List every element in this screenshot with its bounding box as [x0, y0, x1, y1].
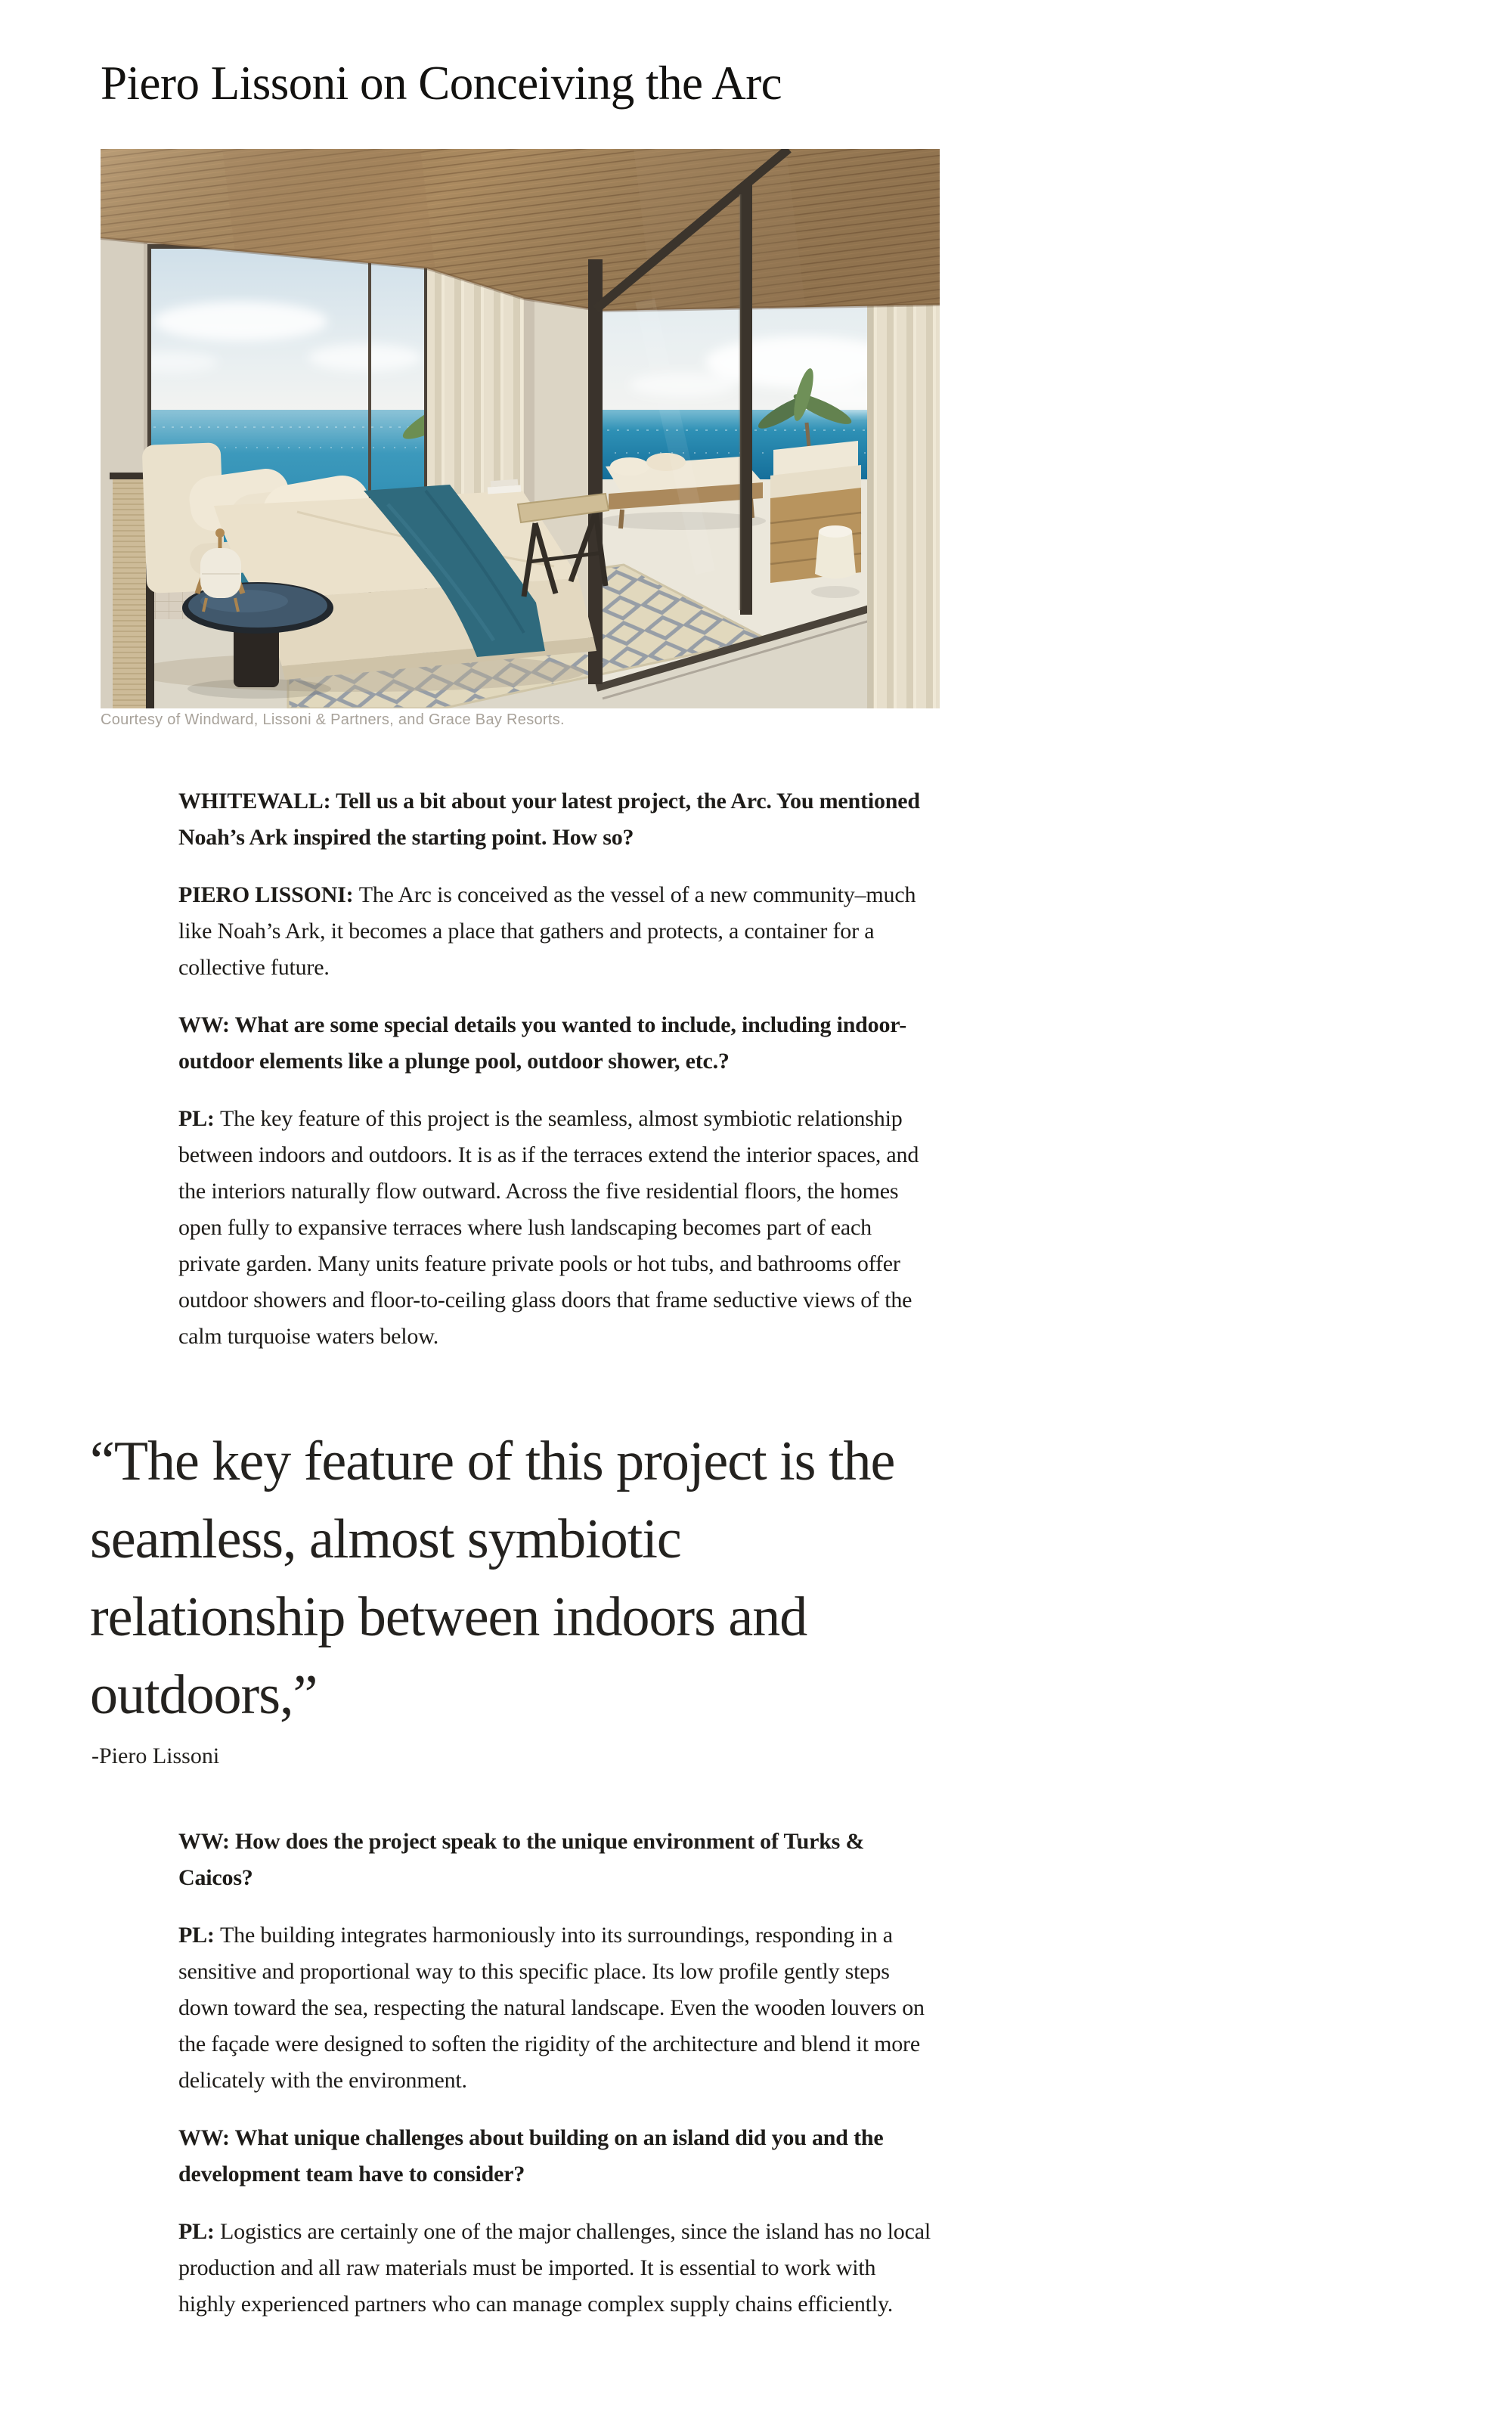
speaker-label: WW: — [178, 1829, 236, 1854]
pull-quote — [90, 1423, 1065, 1734]
photo-caption: Courtesy of Windward, Lissoni & Partners, and Grace Bay Resorts. — [101, 711, 565, 728]
speaker-label: PL: — [178, 1106, 221, 1131]
speaker-label: PIERO LISSONI: — [178, 882, 359, 907]
interview-answer — [178, 1917, 935, 2099]
pull-quote-attribution: -Piero Lissoni — [91, 1743, 220, 1768]
bedroom-render-illustration — [101, 149, 940, 708]
speaker-label: WW: — [178, 1012, 235, 1037]
speaker-label: WW: — [178, 2125, 235, 2150]
speaker-label: PL: — [178, 2219, 221, 2244]
pull-quote-line: seamless, almost symbiotic — [90, 1508, 681, 1570]
qa-text: Logistics are certainly one of the major challenges, since the island has no local production and all raw materials must be imported. It is essential to work with highly experienced partners who can manage complex supply chains efficiently. — [178, 2219, 931, 2317]
interview-question — [178, 783, 935, 856]
interview-question — [178, 2120, 935, 2193]
photo-corner-mullion — [588, 259, 603, 684]
pull-quote-line: outdoors,” — [90, 1664, 318, 1726]
interview-question — [178, 1007, 935, 1080]
pull-quote-line: “The key feature of this project is the — [90, 1430, 895, 1492]
interview-question — [178, 1824, 935, 1896]
qa-text: Tell us a bit about your latest project, the Arc. You mentioned Noah’s Ark inspired the starting point. How so? — [178, 789, 920, 850]
qa-text: What unique challenges about building on an island did you and the development team have to consider? — [178, 2125, 884, 2187]
speaker-label: PL: — [178, 1923, 221, 1948]
qa-text: The key feature of this project is the seamless, almost symbiotic relationship between indoors and outdoors. It is as if the terraces extend the interior spaces, and the interiors naturally flow outward. Across the five residential floors, the homes open fully to expansive terraces where lush landscaping becomes part of each private garden. Many units feature private pools or hot tubs, and bathrooms offer outdoor showers and floor-to-ceiling glass doors that frame seductive views of the calm turquoise waters below. — [178, 1106, 919, 1349]
article-photo — [101, 149, 940, 708]
interview-qa-top — [178, 783, 935, 1376]
pull-quote-line: relationship between indoors and — [90, 1586, 807, 1648]
interview-answer — [178, 2214, 935, 2323]
page-title: Piero Lissoni on Conceiving the Arc — [101, 57, 782, 110]
qa-text: The building integrates harmoniously into its surroundings, responding in a sensitive and proportional way to this specific place. Its low profile gently steps down toward the sea, respecting the natural landscape. Even the wooden louvers on the façade were designed to soften the rigidity of the architecture and blend it more delicately with the environment. — [178, 1923, 925, 2093]
interview-qa-bottom — [178, 1824, 935, 2344]
qa-text: How does the project speak to the unique environment of Turks & Caicos? — [178, 1829, 865, 1890]
qa-text: The Arc is conceived as the vessel of a new community–much like Noah’s Ark, it becomes a place that gathers and protects, a container for a collective future. — [178, 882, 916, 980]
interview-answer — [178, 1101, 935, 1355]
qa-text: What are some special details you wanted to include, including indoor-outdoor elements like a plunge pool, outdoor shower, etc.? — [178, 1012, 907, 1074]
interview-answer — [178, 877, 935, 986]
speaker-label: WHITEWALL: — [178, 789, 336, 814]
